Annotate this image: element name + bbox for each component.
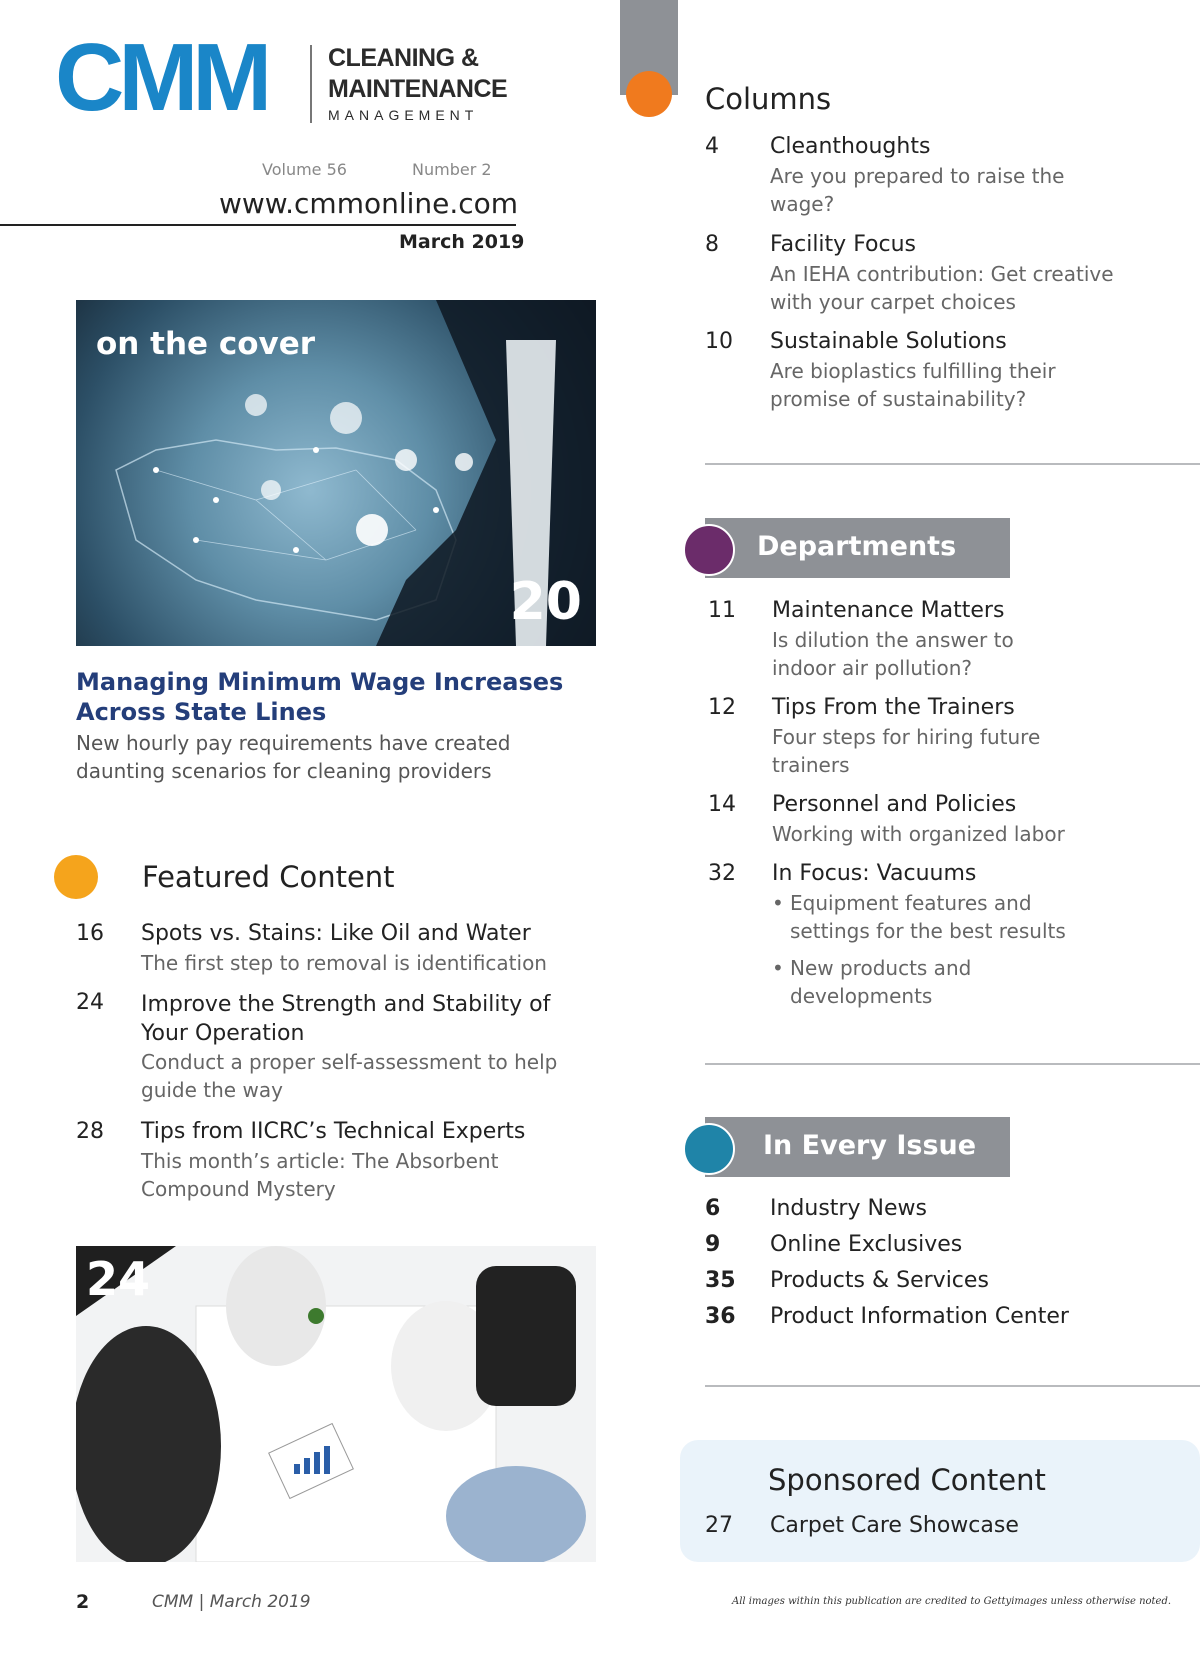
- featured-bullet-icon: [54, 855, 98, 899]
- logo-line-1: CLEANING &: [328, 44, 479, 72]
- issue-item-page: 35: [705, 1268, 736, 1293]
- featured-item-title[interactable]: Spots vs. Stains: Like Oil and Water: [141, 921, 531, 946]
- column-item-page: 8: [705, 232, 719, 257]
- sponsored-box: [680, 1440, 1200, 1562]
- footer-magazine: CMM | March 2019: [152, 1592, 311, 1612]
- every-issue-tab: [705, 1117, 1010, 1177]
- featured-item-page: 28: [76, 1119, 104, 1144]
- featured-item-desc: The first step to removal is identification: [141, 951, 547, 975]
- department-item-page: 12: [708, 695, 736, 720]
- department-item-title[interactable]: Maintenance Matters: [772, 598, 1005, 623]
- cover-label: on the cover: [96, 326, 316, 362]
- featured-heading: Featured Content: [142, 860, 395, 894]
- list-item: [772, 889, 1102, 945]
- department-item-title[interactable]: Personnel and Policies: [772, 792, 1017, 817]
- logo-line-2: MAINTENANCE: [328, 75, 508, 103]
- issue-item-title[interactable]: Industry News: [770, 1196, 927, 1221]
- issue-item-title[interactable]: Online Exclusives: [770, 1232, 963, 1257]
- bullet-icon: •: [772, 891, 784, 915]
- departments-tab: [705, 518, 1010, 578]
- list-item: [772, 954, 1102, 1010]
- section-divider: [705, 1063, 1200, 1065]
- issue-item-title[interactable]: Products & Services: [770, 1268, 989, 1293]
- department-item-desc: Is dilution the answer to indoor air pollution?: [772, 628, 1014, 680]
- website-link[interactable]: www.cmmonline.com: [219, 187, 519, 220]
- department-item-page: 14: [708, 792, 736, 817]
- cmm-logo: CMM: [55, 24, 267, 131]
- bullet-icon: •: [772, 956, 784, 980]
- department-item-page: 11: [708, 598, 736, 623]
- issue-item-page: 9: [705, 1232, 721, 1257]
- image-credit: All images within this publication are credited to Gettyimages unless otherwise noted.: [732, 1596, 1172, 1607]
- department-bullet-list: [772, 889, 1102, 1010]
- cover-page-number: 20: [509, 572, 582, 632]
- bullet-text: New products and developments: [790, 956, 972, 1008]
- featured-item-desc: This month’s article: The Absorbent Compound Mystery: [141, 1149, 499, 1201]
- cover-story-description: New hourly pay requirements have created daunting scenarios for cleaning providers: [76, 731, 511, 783]
- featured-item-title[interactable]: Tips from IICRC’s Technical Experts: [141, 1119, 526, 1144]
- bullet-text: Equipment features and settings for the best results: [790, 891, 1066, 943]
- columns-heading: Columns: [705, 82, 832, 116]
- featured-item-page: 16: [76, 921, 104, 946]
- sponsored-heading: Sponsored Content: [768, 1463, 1046, 1497]
- department-item-title[interactable]: Tips From the Trainers: [772, 695, 1015, 720]
- section-divider: [705, 1385, 1200, 1387]
- photo-page-number: 24: [86, 1252, 151, 1306]
- logo-divider: [310, 45, 312, 123]
- volume-label: Volume 56: [262, 160, 347, 179]
- department-item-page: 32: [708, 861, 736, 886]
- issue-item-page: 36: [705, 1304, 736, 1329]
- column-item-page: 4: [705, 134, 719, 159]
- meeting-photo[interactable]: [76, 1246, 596, 1562]
- issue-item-page: 6: [705, 1196, 721, 1221]
- department-item-title[interactable]: In Focus: Vacuums: [772, 861, 977, 886]
- cover-story-title[interactable]: Managing Minimum Wage Increases Across State Lines: [76, 668, 564, 726]
- department-item-desc: Four steps for hiring future trainers: [772, 725, 1041, 777]
- column-item-desc: Are bioplastics fulfilling their promise of sustainability?: [770, 359, 1056, 411]
- column-item-desc: Are you prepared to raise the wage?: [770, 164, 1065, 216]
- page-number: 2: [76, 1591, 90, 1613]
- featured-item-desc: Conduct a proper self-assessment to help guide the way: [141, 1050, 558, 1102]
- column-item-desc: An IEHA contribution: Get creative with your carpet choices: [770, 262, 1114, 314]
- every-issue-bullet-icon: [683, 1123, 735, 1175]
- department-item-desc: Working with organized labor: [772, 822, 1065, 846]
- featured-item-page: 24: [76, 990, 104, 1015]
- sponsored-item-page: 27: [705, 1513, 733, 1538]
- column-item-title[interactable]: Facility Focus: [770, 232, 917, 257]
- issue-item-title[interactable]: Product Information Center: [770, 1304, 1069, 1329]
- meeting-photo-graphic: [76, 1246, 596, 1562]
- column-item-title[interactable]: Sustainable Solutions: [770, 329, 1007, 354]
- cover-image[interactable]: [76, 300, 596, 646]
- logo-line-3: MANAGEMENT: [328, 107, 479, 123]
- departments-bullet-icon: [683, 524, 735, 576]
- masthead-rule: [0, 224, 516, 226]
- column-item-page: 10: [705, 329, 733, 354]
- column-item-title[interactable]: Cleanthoughts: [770, 134, 931, 159]
- issue-number: Number 2: [412, 160, 492, 179]
- issue-date: March 2019: [399, 231, 525, 253]
- featured-item-title[interactable]: Improve the Strength and Stability of Your Operation: [141, 992, 551, 1046]
- departments-heading: Departments: [757, 531, 957, 562]
- section-divider: [705, 463, 1200, 465]
- columns-bullet-icon: [626, 71, 672, 117]
- sponsored-item-title[interactable]: Carpet Care Showcase: [770, 1513, 1019, 1538]
- every-issue-heading: In Every Issue: [763, 1130, 977, 1161]
